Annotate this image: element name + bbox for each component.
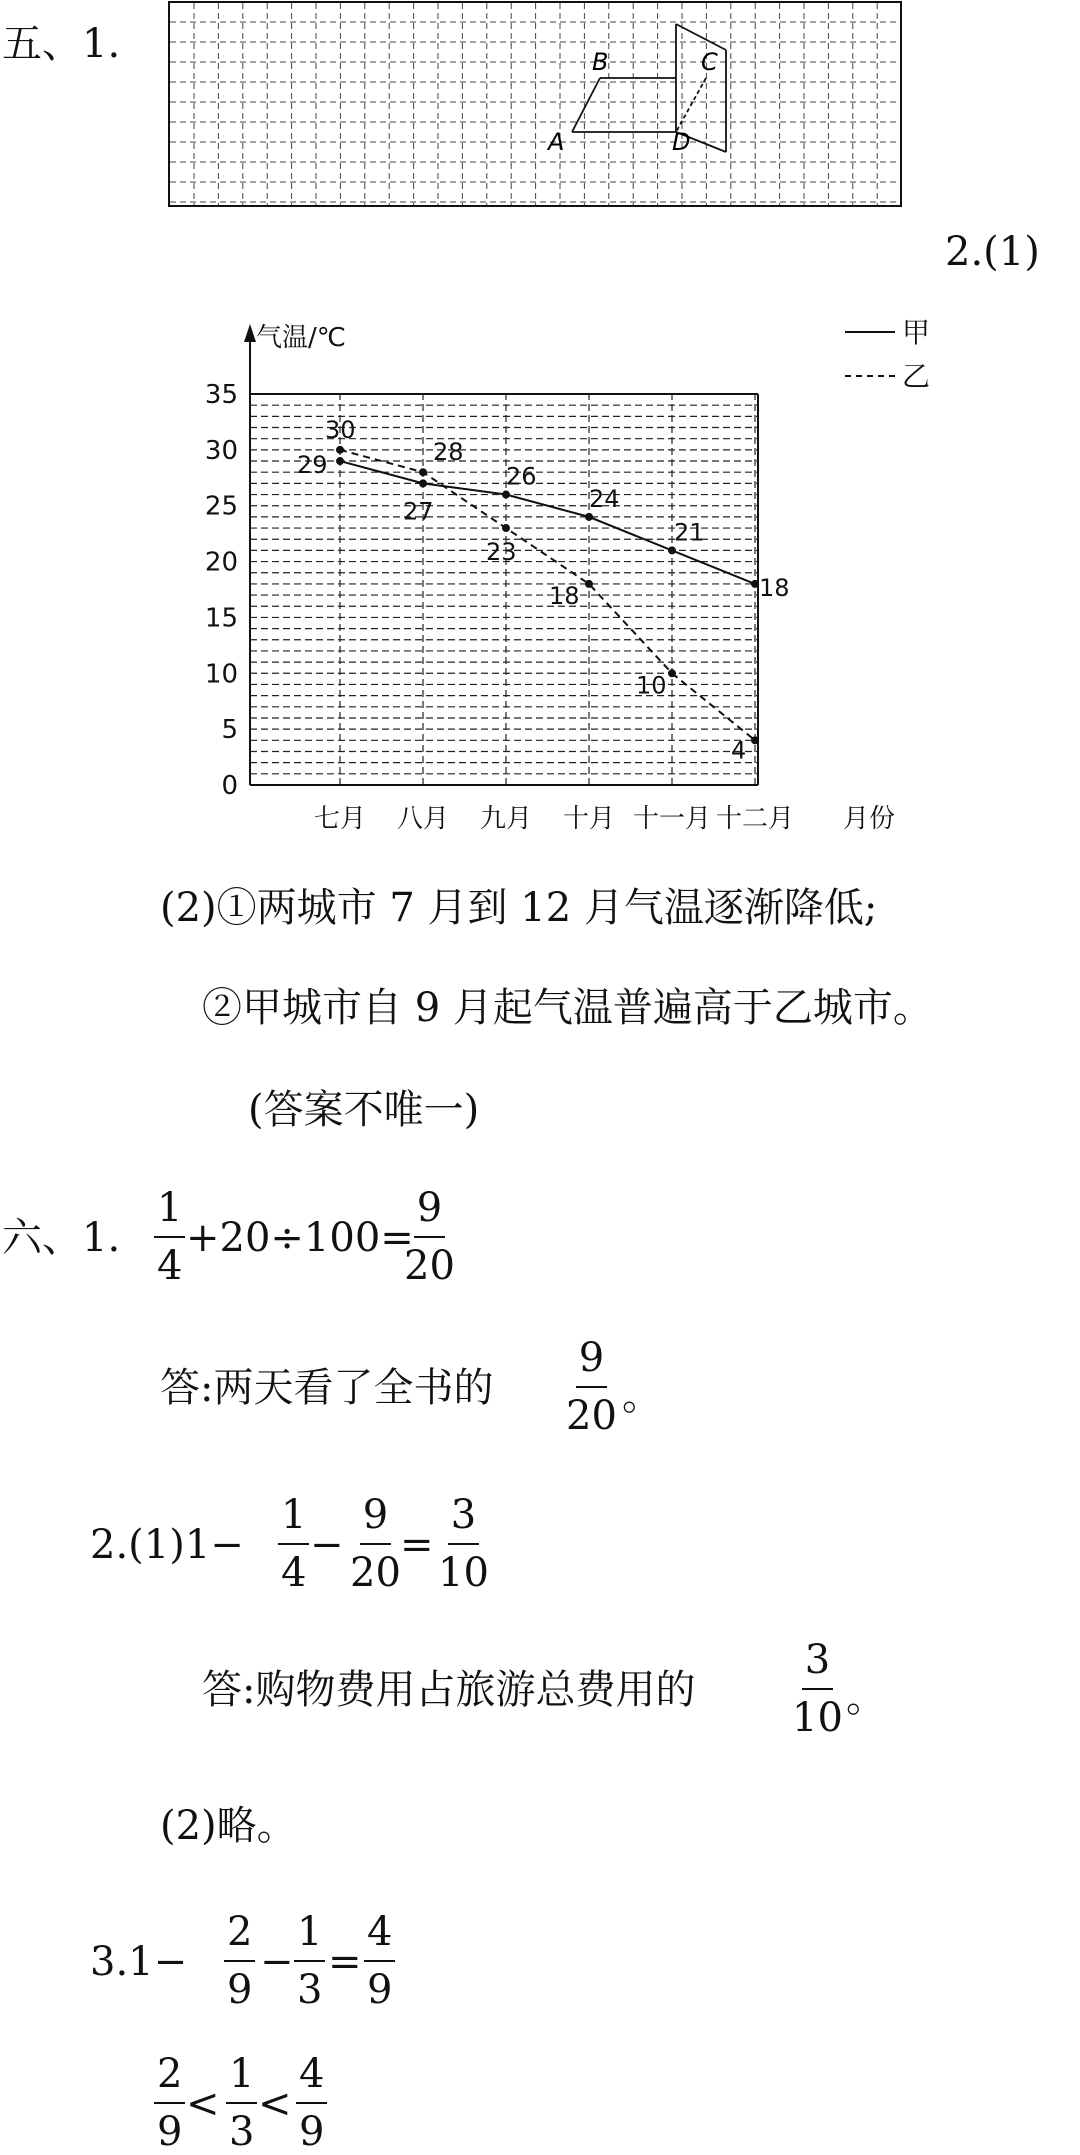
q2-minus: − — [310, 1522, 344, 1568]
data-point — [668, 546, 676, 554]
q3-less-than-1: < — [186, 2081, 220, 2127]
q2-part2: (2)略。 — [160, 1803, 297, 1849]
q3-compare-a: $\frac{2}{9}$ — [154, 2054, 185, 2152]
question-2-1-label: 2.(1) — [945, 229, 1040, 275]
y-tick-label: 15 — [204, 603, 238, 634]
x-tick-label: 八月 — [396, 804, 450, 834]
q1-fraction-result: $\frac{9}{20}$ — [404, 1185, 455, 1289]
data-label: 28 — [433, 438, 464, 467]
q3-compare-b: $\frac{1}{3}$ — [226, 2054, 257, 2152]
q2-answer-text: 答:购物费用占旅游总费用的 — [202, 1667, 696, 1713]
legend-label-yi: 乙 — [902, 360, 931, 393]
y-tick-label: 25 — [204, 491, 238, 522]
data-label: 29 — [297, 451, 328, 480]
section6-label: 六、1. — [2, 1215, 121, 1261]
data-label: 21 — [674, 518, 705, 547]
q3-minus: − — [260, 1939, 294, 1985]
q3-less-than-2: < — [258, 2081, 292, 2127]
section5-label: 五、1. — [2, 21, 121, 67]
data-label: 24 — [589, 484, 620, 513]
q2-fraction-result: $\frac{3}{10}$ — [438, 1492, 489, 1596]
y-tick-label: 10 — [204, 659, 238, 690]
q2-fraction-2: $\frac{9}{20}$ — [350, 1492, 401, 1596]
data-label: 10 — [636, 671, 667, 700]
q3-fraction-1: $\frac{2}{9}$ — [224, 1912, 255, 2010]
data-label: 30 — [325, 415, 356, 444]
grid-figure — [168, 0, 904, 210]
data-point — [336, 446, 344, 454]
y-axis-label: 气温/℃ — [256, 323, 346, 353]
q1-answer-text: 答:两天看了全书的 — [160, 1365, 494, 1411]
box-figure — [572, 24, 726, 152]
data-label: 23 — [486, 538, 517, 567]
data-point — [585, 580, 593, 588]
data-label: 18 — [759, 573, 790, 602]
point-label-a: A — [548, 128, 565, 156]
data-point — [751, 736, 759, 744]
data-point — [336, 457, 344, 465]
q2-equals: = — [400, 1522, 434, 1568]
q2-label: 2.(1)1− — [90, 1522, 244, 1568]
answer-note: (答案不唯一) — [248, 1087, 480, 1133]
x-tick-label: 十一月 — [632, 804, 712, 834]
q1-expression: +20÷100= — [186, 1215, 414, 1261]
answer-2-line1: (2)①两城市 7 月到 12 月气温逐渐降低; — [160, 885, 878, 931]
data-label: 4 — [731, 736, 747, 765]
point-label-d: D — [672, 128, 691, 156]
x-tick-label: 十二月 — [715, 804, 795, 834]
data-point — [419, 479, 427, 487]
q1-answer-fraction: $\frac{9}{20}$ — [566, 1335, 617, 1439]
q3-compare-c: $\frac{4}{9}$ — [296, 2054, 327, 2152]
q1-answer-period: 。 — [622, 1373, 662, 1419]
legend-label-jia: 甲 — [902, 316, 931, 349]
y-tick-label: 35 — [204, 380, 238, 410]
q1-fraction-1: $\frac{1}{4}$ — [154, 1188, 185, 1286]
q3-fraction-result: $\frac{4}{9}$ — [364, 1912, 395, 2010]
data-label: 18 — [549, 581, 580, 610]
point-label-c: C — [701, 48, 718, 76]
data-point — [419, 468, 427, 476]
y-tick-label: 0 — [221, 771, 238, 801]
y-tick-label: 5 — [221, 715, 238, 746]
q3-label: 3.1− — [90, 1939, 188, 1985]
x-axis-label: 月份 — [843, 804, 896, 834]
q2-answer-period: 。 — [846, 1675, 886, 1721]
data-point — [585, 513, 593, 521]
point-label-b: B — [592, 48, 609, 76]
data-point — [502, 524, 510, 532]
temperature-line-chart — [180, 310, 960, 850]
x-tick-label: 十月 — [562, 804, 616, 834]
q3-fraction-2: $\frac{1}{3}$ — [294, 1912, 325, 2010]
answer-2-line2: ②甲城市自 9 月起气温普遍高于乙城市。 — [202, 985, 933, 1031]
y-tick-label: 20 — [204, 547, 238, 578]
data-point — [502, 491, 510, 499]
q3-equals: = — [328, 1939, 362, 1985]
y-axis-arrow — [244, 324, 256, 342]
y-tick-label: 30 — [204, 435, 238, 466]
data-label: 26 — [506, 462, 537, 491]
data-point — [751, 580, 759, 588]
q2-answer-fraction: $\frac{3}{10}$ — [792, 1637, 843, 1741]
x-tick-label: 九月 — [479, 804, 533, 834]
x-tick-label: 七月 — [313, 804, 367, 834]
data-point — [668, 669, 676, 677]
data-label: 27 — [403, 497, 434, 526]
q2-fraction-1: $\frac{1}{4}$ — [278, 1495, 309, 1593]
